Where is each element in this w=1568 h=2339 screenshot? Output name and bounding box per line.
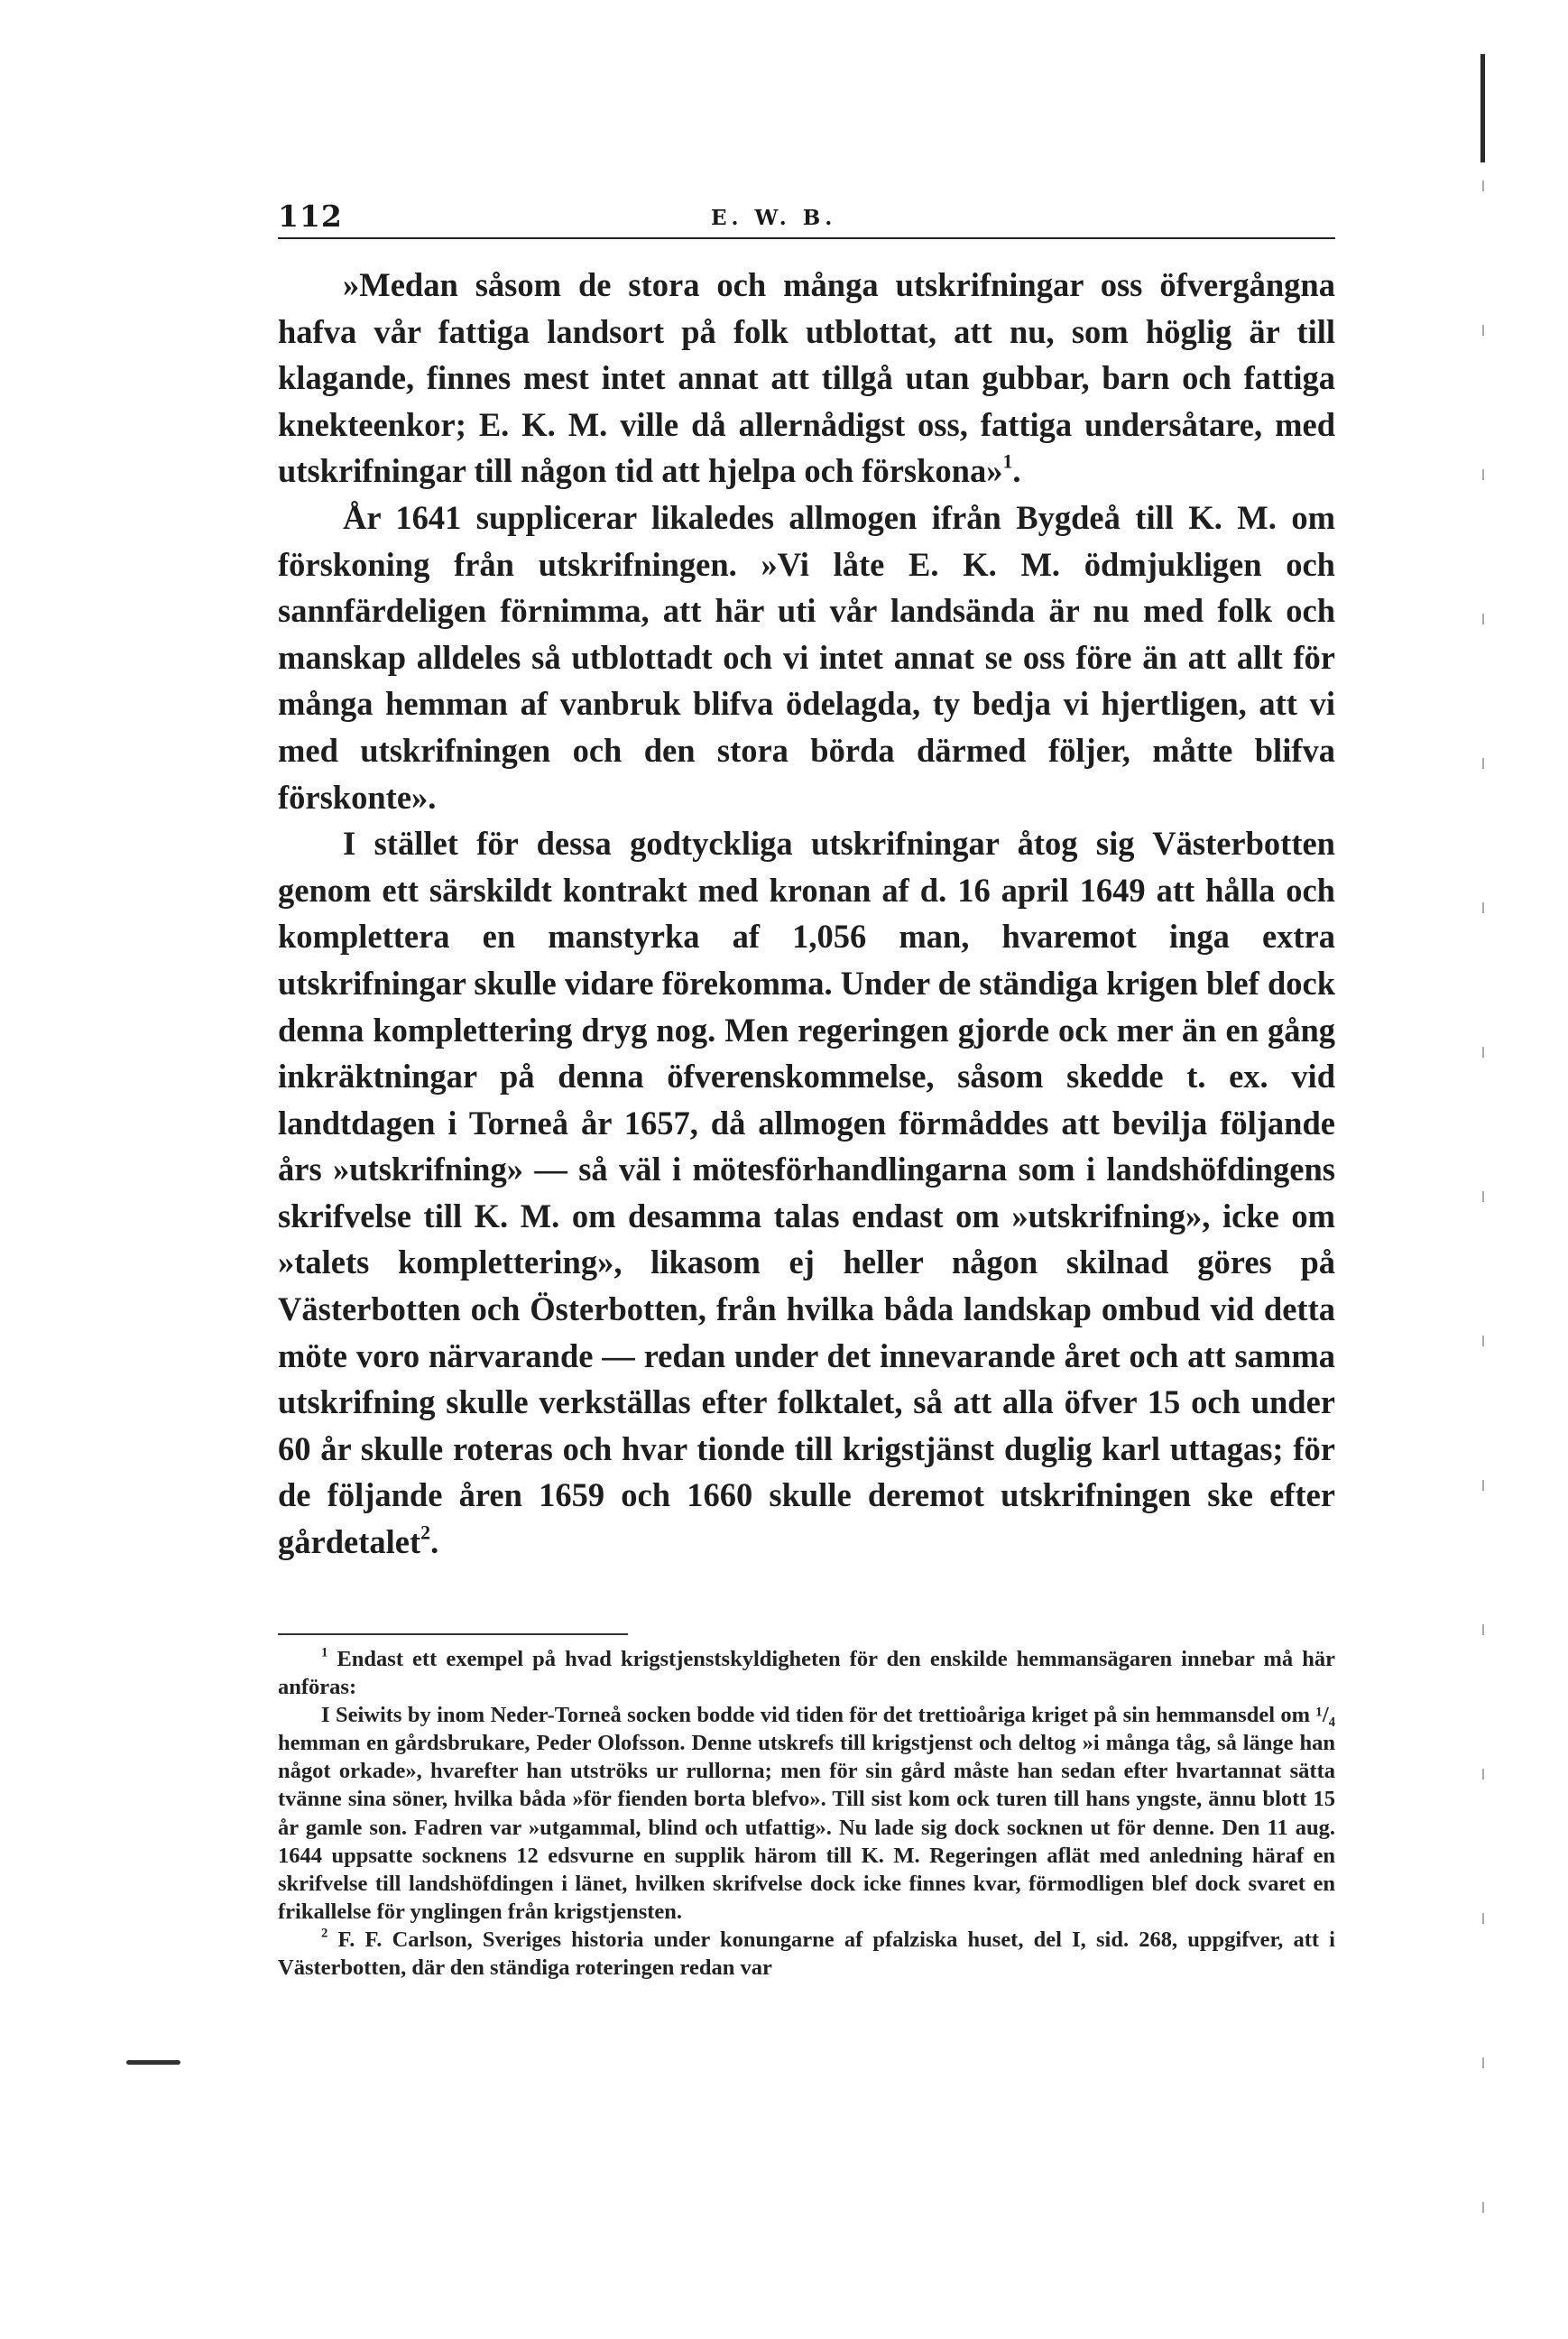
paragraph-2: År 1641 supplicerar likaledes allmogen ifrån Bygdeå till K. M. om förskoning från utskrifningen. »Vi låte E. K. M. ödmjukligen och sannfärdeligen förnimma, att här uti vår landsända är nu med folk och manskap alldeles så utblottadt och vi intet annat se oss före än att allt för många hemman af vanbruk blifva ödelagda, ty bedja vi hjertligen, att vi med utskrifningen och den stora börda därmed följer, måtte blifva förskonte».: [278, 498, 1335, 816]
footnote-1a-text: Endast ett exempel på hvad krigstjenstskyldigheten för den enskilde hemmansägaren innebar må här anföras:: [278, 1647, 1336, 1700]
scan-edge-mark: [1480, 54, 1485, 162]
paragraph-3-text: I stället för dessa godtyckliga utskrifningar åtog sig Västerbotten genom ett särskildt kontrakt med kronan af d. 16 april 1649 att hålla och komplettera en manstyrka af 1,056 man, hvaremot inga extra utskrifningar skulle vidare förekomma. Under de ständiga krigen blef dock denna komplettering dryg nog. Men regeringen gjorde ock mer än en gång inkräktningar på denna öfverenskommelse, såsom skedde t. ex. vid landtdagen i Torneå år 1657, då allmogen förmåddes att bevilja följande års »utskrifning» — så väl i mötesförhandlingarna som i landshöfdingens skrifvelse till K. M. om desamma talas endast om »utskrifning», icke om »talets komplettering», likasom ej heller någon skilnad göres på Västerbotten och Österbotten, från hvilka båda landskap ombud vid detta möte voro närvarande — redan under det innevarande året och att samma utskrifning skulle verkställas efter folktalet, så att alla öfver 15 och under 60 år skulle roteras och hvar tionde till krigstjänst duglig karl uttagas; för de följande åren 1659 och 1660 skulle deremot utskrifningen ske efter gårdetalet: [278, 825, 1335, 1561]
footnote-ref-2: 2: [420, 1521, 431, 1544]
scan-margin-marks: [1482, 180, 1484, 2256]
scan-smudge: [126, 2060, 180, 2065]
main-text: [278, 262, 1335, 1566]
footnote-2-mark: 2: [321, 1926, 328, 1941]
page-header: [278, 194, 1335, 234]
running-title: E. W. B.: [711, 206, 837, 230]
footnotes: [278, 1645, 1335, 1982]
header-rule: [278, 237, 1335, 239]
paragraph-3: [278, 820, 1335, 1566]
paragraph-1: [278, 262, 1335, 495]
footnote-rule: [278, 1633, 628, 1635]
page-number: 112: [278, 199, 343, 234]
footnote-ref-1: 1: [1002, 450, 1013, 474]
paragraph-3-end: .: [430, 1523, 439, 1561]
footnote-2-text: F. F. Carlson, Sveriges historia under konungarne af pfalziska huset, del I, sid. 268, uppgifver, att i Västerbotten, där den ständiga roteringen redan var: [278, 1927, 1335, 1981]
footnote-2: [278, 1926, 1335, 1982]
footnote-1b: I Seiwits by inom Neder-Torneå socken bodde vid tiden för det trettioåriga kriget på sin hemmansdel om ¹/₄ hemman en gårdsbrukare, Peder Olofsson. Denne utskrefs till krigstjenst och deltog »i många tåg, så länge han något orkade», hvarefter han utströks ur rullorna; men för sin gård måste han sedan efter hvartannat sätta tvänne sina söner, hvilka båda »för fienden borta blefvo». Till sist kom ock turen till hans yngste, ännu blott 15 år gamle son. Fadren var »utgammal, blind och utfattig». Nu lade sig dock socknen ut för denne. Den 11 aug. 1644 uppsatte socknens 12 edsvurne en supplik härom till K. M. Regeringen aflät med anledning häraf en skrifvelse till landshöfdingen i länet, hvilken skrifvelse dock icke finnes kvar, förmodligen blef dock svaret en frikallelse för ynglingen från krigstjensten.: [278, 1703, 1335, 1924]
paragraph-1-end: .: [1012, 452, 1021, 490]
footnote-1a: [278, 1645, 1335, 1701]
footnote-1-mark: 1: [321, 1645, 328, 1660]
paragraph-1-text: »Medan såsom de stora och många utskrifningar oss öfvergångna hafva vår fattiga landsort på folk utblottat, att nu, som höglig är till klagande, finnes mest intet annat att tillgå utan gubbar, barn och fattiga knekteenkor; E. K. M. ville då allernådigst oss, fattiga undersåtare, med utskrifningar till någon tid att hjelpa och förskona»: [278, 266, 1335, 490]
